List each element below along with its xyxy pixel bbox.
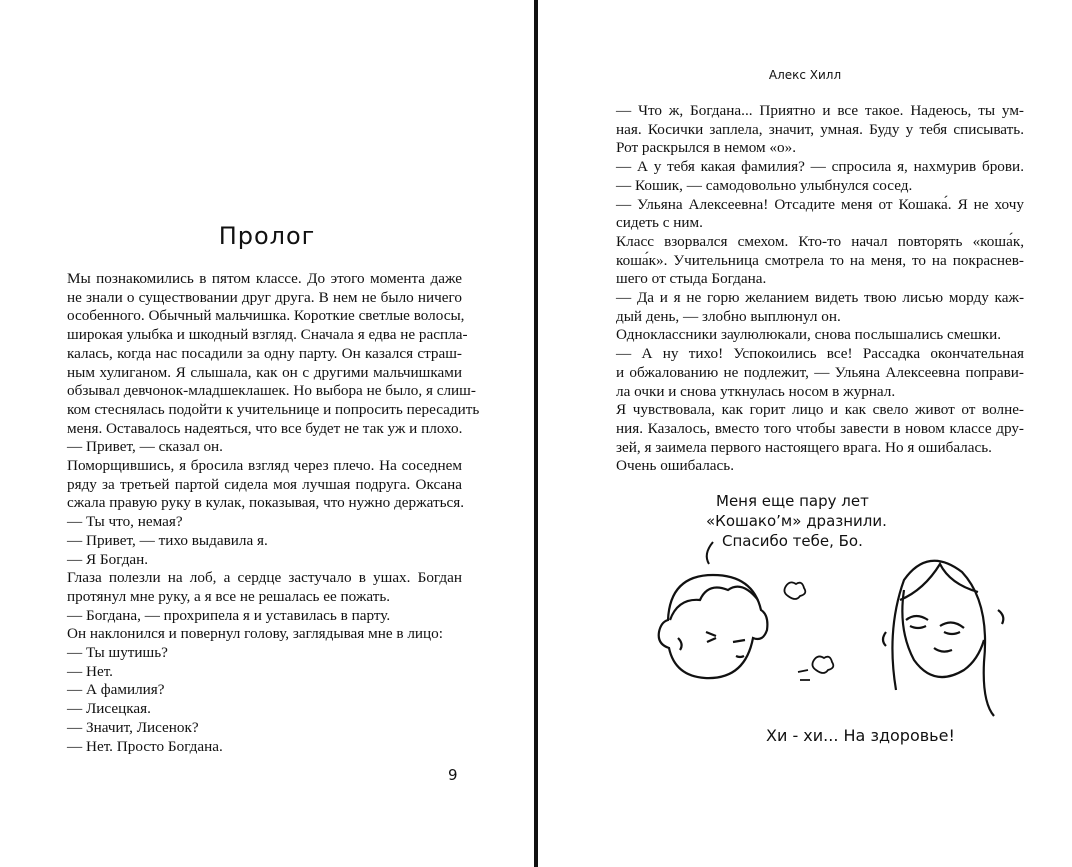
text-line: ряду за третьей партой сидела моя лучшая подруга. Оксана bbox=[67, 475, 462, 493]
text-line: дый день, — злобно выплюнул он. bbox=[616, 307, 841, 325]
boy-face-icon bbox=[659, 575, 768, 678]
left-body-text bbox=[67, 270, 480, 756]
text-line: сидеть с ним. bbox=[616, 214, 703, 232]
speech-line: «Кошако’м» дразнили. bbox=[706, 512, 887, 530]
text-line: ным хулиганом. Я слышала, как он с другими мальчишками bbox=[67, 363, 462, 381]
text-line: зей, я заимела первого настоящего врага. Но я ошибалась. bbox=[616, 438, 992, 456]
text-line: — Нет. bbox=[67, 662, 113, 680]
text-line: Поморщившись, я бросила взгляд через плечо. На соседнем bbox=[67, 457, 462, 475]
text-line: обзывал девчонок-младшеклашек. Но выбора не было, я слиш- bbox=[67, 382, 476, 400]
right-page bbox=[538, 0, 1072, 867]
text-line: протянул мне руку, а я все не решалась ее пожать. bbox=[67, 587, 391, 605]
text-line: — Нет. Просто Богдана. bbox=[67, 737, 223, 755]
right-body-text bbox=[616, 102, 1024, 476]
text-line: сжала правую руку в кулак, показывая, что нужно держаться. bbox=[67, 494, 465, 512]
text-line: ная. Косички заплела, значит, умная. Буду у тебя списывать. bbox=[616, 120, 1024, 138]
text-line: — Привет, — сказал он. bbox=[67, 438, 223, 456]
text-line: — Кошик, — самодовольно улыбнулся сосед. bbox=[616, 176, 913, 194]
speech-tail-icon bbox=[707, 542, 713, 564]
text-line: Глаза полезли на лоб, а сердце застучало в ушах. Богдан bbox=[67, 569, 462, 587]
speech-line: Меня еще пару лет bbox=[716, 492, 869, 510]
text-line: — Что ж, Богдана... Приятно и все такое. Надеюсь, ты ум- bbox=[616, 102, 1024, 119]
text-line: и обжалованию не подлежит, — Ульяна Алексеевна поправи- bbox=[616, 363, 1024, 381]
text-line: широкая улыбка и шкодный взгляд. Сначала я едва не распла- bbox=[67, 326, 468, 344]
text-line: особенного. Обычный мальчишка. Короткие светлые волосы, bbox=[67, 307, 465, 325]
text-line: — Да и я не горю желанием видеть твою лисью морду каж- bbox=[616, 289, 1024, 307]
girl-face-icon bbox=[883, 561, 1003, 716]
text-line: ком стеснялась подойти к учительнице и попросить пересадить bbox=[67, 400, 480, 418]
text-line: — А ну тихо! Успокоились все! Рассадка окончательная bbox=[616, 345, 1024, 363]
chapter-title: Пролог bbox=[218, 222, 316, 250]
text-line: — Ты шутишь? bbox=[67, 644, 168, 662]
speech-line: Спасибо тебе, Бо. bbox=[722, 532, 863, 550]
text-line: коша́к». Учительница смотрела то на меня, то на покраснев- bbox=[616, 251, 1024, 269]
text-line: меня. Оставалось надеяться, что все будет не так уж и плохо. bbox=[67, 419, 463, 437]
puff-icon bbox=[784, 582, 833, 680]
page-number: 9 bbox=[448, 766, 458, 784]
comic-illustration bbox=[638, 480, 1058, 780]
text-line: Класс взорвался смехом. Кто-то начал повторять «коша́к, bbox=[616, 232, 1024, 250]
text-line: ла очки и снова уткнулась носом в журнал. bbox=[616, 382, 896, 400]
text-line: Рот раскрылся в немом «о». bbox=[616, 139, 796, 157]
text-line: Мы познакомились в пятом классе. До этого момента даже bbox=[67, 270, 462, 287]
text-line: не знали о существовании друг друга. В нем не было ничего bbox=[67, 288, 462, 306]
text-line: — Ульяна Алексеевна! Отсадите меня от Кошака́. Я не хочу bbox=[616, 195, 1024, 213]
text-line: шего от стыда Богдана. bbox=[616, 270, 767, 288]
running-header: Алекс Хилл bbox=[768, 68, 842, 82]
text-line: — Богдана, — прохрипела я и уставилась в парту. bbox=[67, 606, 391, 624]
text-line: Одноклассники заулюлюкали, снова послышались смешки. bbox=[616, 326, 1002, 344]
speech-line: Хи - хи... На здоровье! bbox=[766, 726, 955, 745]
text-line: — Ты что, немая? bbox=[67, 513, 183, 531]
text-line: ния. Казалось, вместо того чтобы завести в новом классе дру- bbox=[616, 419, 1024, 437]
left-page bbox=[0, 0, 534, 867]
text-line: — Привет, — тихо выдавила я. bbox=[67, 531, 268, 549]
text-line: — А у тебя какая фамилия? — спросила я, нахмурив брови. bbox=[616, 158, 1024, 176]
text-line: — Значит, Лисенок? bbox=[67, 718, 199, 736]
text-line: Он наклонился и повернул голову, заглядывая мне в лицо: bbox=[67, 625, 443, 643]
text-line: Я чувствовала, как горит лицо и как свело живот от волне- bbox=[616, 401, 1024, 419]
text-line: — Лисецкая. bbox=[67, 700, 151, 718]
text-line: калась, когда нас посадили за одну парту. Он казался страш- bbox=[67, 344, 462, 362]
text-line: — А фамилия? bbox=[67, 681, 165, 699]
text-line: Очень ошибалась. bbox=[616, 457, 734, 475]
text-line: — Я Богдан. bbox=[67, 550, 149, 568]
